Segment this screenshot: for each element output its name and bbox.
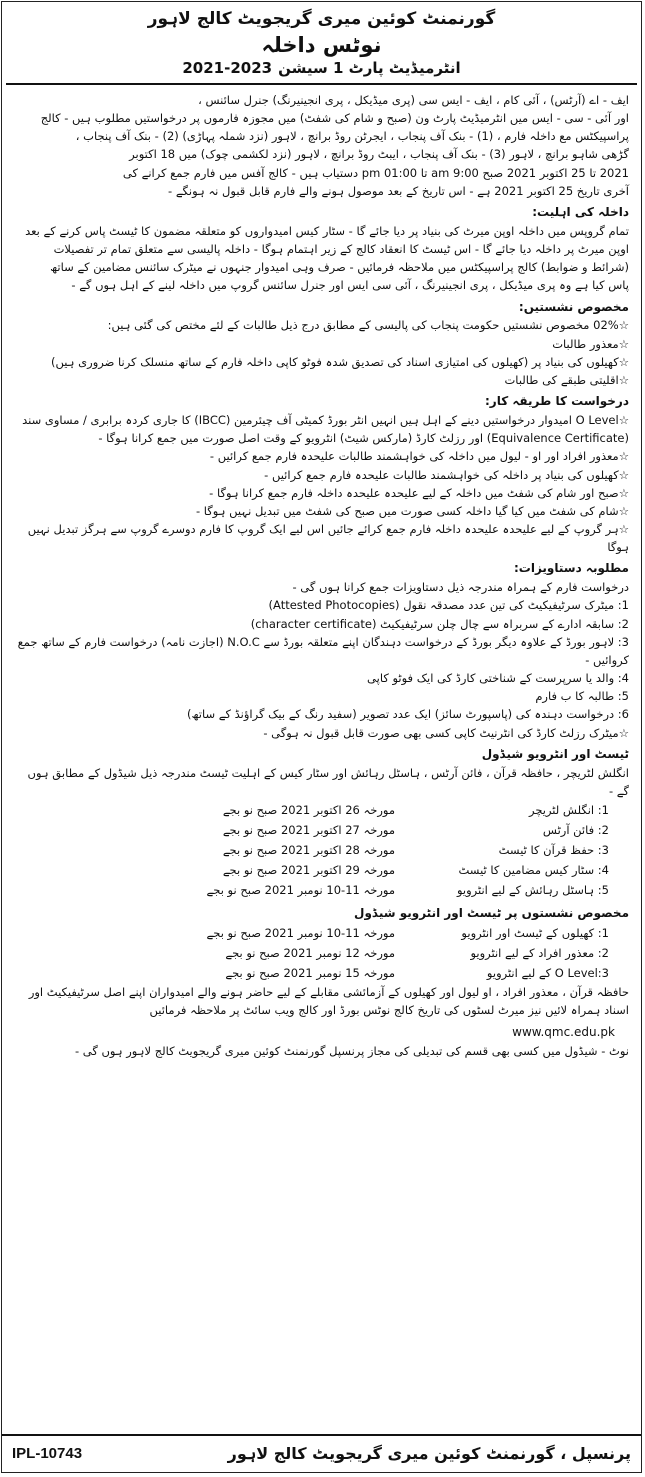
intro-paragraph [12, 91, 629, 200]
reserved-seats-text: ☆ 02% مخصوص نشستیں حکومت پنجاب کی پالیسی کے مطابق درج ذیل طالبات کے لئے مختص کی گئی ہیں: [12, 316, 629, 334]
reserved-category: ☆ کھیلوں کی بنیاد پر (کھیلوں کی امتیازی اسناد کی تصدیق شدہ فوٹو کاپی داخلہ فارم کے ساتھ منسلک کرنا ضروری ہیں) [12, 353, 629, 371]
notice-body [2, 91, 641, 1060]
document-item: 5: طالبہ کا ب فارم [535, 689, 629, 704]
star-icon [619, 337, 629, 351]
schedule-row: 3: حفظ قرآن کا ٹیسٹ مورخہ 28 اکتوبر 2021 صبح نو بجے [222, 843, 609, 858]
document-item: 2: سابقہ ادارے کے سربراہ سے چال چلن سرٹیفیکیٹ (character certificate) [250, 616, 629, 631]
program-label: انٹرمیڈیٹ پارٹ 1 سیشن [278, 59, 461, 77]
session-heading [2, 59, 641, 77]
eligibility-text [12, 222, 629, 295]
intro-line: آخری تاریخ 25 اکتوبر 2021 ہے - اس تاریخ کے بعد موصول ہونے والے فارم قابل قبول نہ ہونگے - [168, 183, 629, 198]
intro-line: اور آئی - سی - ایس میں انٹرمیڈیٹ پارٹ ون (صبح و شام کی شفٹ) میں مجوزہ فارموں پر درخواستیں مطلوب ہیں - کالج [40, 111, 629, 126]
procedure-item: ☆ صبح اور شام کی شفٹ میں داخلہ کے لیے علیحدہ علیحدہ داخلہ فارم جمع کرانا ہوگا - [12, 484, 629, 502]
schedule-row: 2: فائن آرٹس مورخہ 27 اکتوبر 2021 صبح نو بجے [222, 823, 609, 838]
principal-signature: پرنسپل ، گورنمنٹ کوئین میری گریجویٹ کالج لاہور [227, 1443, 631, 1463]
intro-line: ایف - اے (آرٹس) ، آئی کام ، ایف - ایس سی (پری میڈیکل ، پری انجینیرنگ) جنرل سائنس ، [198, 93, 629, 107]
document-item: ☆ میٹرک رزلٹ کارڈ کی انٹرنیٹ کاپی کسی بھی صورت قابل قبول نہ ہوگی - [12, 724, 629, 742]
ipl-number: IPL-10743 [12, 1444, 83, 1462]
reserved-schedule-row: 1: کھیلوں کے ٹیسٹ اور انٹرویو مورخہ 11-10 نومبر 2021 صبح نو بجے [206, 925, 609, 940]
procedure-item: ☆ کھیلوں کی بنیاد پر داخلہ کی خواہشمند طالبات علیحدہ فارم جمع کرائیں - [12, 466, 629, 484]
reserved-seats-heading: مخصوص نشستیں: [518, 299, 629, 314]
intro-line: 2021 تا 25 اکتوبر 2021 صبح 9:00 am تا 01:00 pm دستیاب ہیں - کالج آفس میں فارم جمع کرانے کی [122, 165, 629, 180]
final-note: نوٹ - شیڈول میں کسی بھی قسم کی تبدیلی کی مجاز پرنسپل گورنمنٹ کوئین میری گریجویٹ کالج لاہور ہوں گی - [74, 1044, 629, 1059]
footer-bar [2, 1434, 641, 1470]
header-divider [6, 83, 637, 85]
star-icon [619, 486, 629, 500]
star-icon [619, 413, 629, 427]
star-icon [619, 355, 629, 369]
reserved-category: ☆ اقلیتی طبقے کی طالبات [12, 371, 629, 389]
eligibility-line: اوپن میرٹ پر داخلہ دیا جائے گا - اس ٹیسٹ کا انعقاد کالج کے زیر اہتمام ہوگا - داخلہ پالیسی سے متعلق تمام تر تفصیلات [53, 242, 629, 257]
procedure-item: ☆ O Level امیدوار درخواستیں دینے کے اہل ہیں انہیں انٹر بورڈ کمیٹی آف چیئرمین (IBCC) کا جاری کردہ برابری / مساوی سند (Equivalence Certificate) اور رزلٹ کارڈ (مارکس شیٹ) انٹرویو کے وقت اصل صورت میں جمع کرانا ہوگا - [12, 411, 629, 447]
star-icon [619, 449, 629, 463]
procedure-item: ☆ معذور افراد اور او - لیول میں داخلہ کی خواہشمند طالبات علیحدہ فارم جمع کرائیں - [12, 447, 629, 465]
reserved-schedule-row: 2: معذور افراد کے لیے انٹرویو مورخہ 12 نومبر 2021 صبح نو بجے [225, 945, 609, 960]
document-item: 4: والد یا سرپرست کے شناختی کارڈ کی ایک فوٹو کاپی [367, 671, 629, 686]
intro-line: گڑھی شاہو برانچ ، لاہور (3) - بنک آف پنجاب ، ایبٹ روڈ برانچ ، لاہور (نزد لکشمی چوک) میں 18 اکتوبر [129, 147, 629, 162]
procedure-item: ☆ ہر گروپ کے لیے علیحدہ علیحدہ داخلہ فارم جمع کرائے جائیں اس لیے ایک گروپ کا فارم دوسرے گروپ سے ہرگز تبدیل نہیں ہوگا [12, 520, 629, 556]
college-name: گورنمنٹ کوئین میری گریجویٹ کالج لاہور [147, 9, 496, 29]
eligibility-heading: داخلہ کی اہلیت: [532, 204, 629, 219]
schedule-row: 1: انگلش لٹریچر مورخہ 26 اکتوبر 2021 صبح نو بجے [222, 802, 609, 817]
star-icon [619, 318, 629, 332]
star-icon [619, 468, 629, 482]
star-icon [619, 726, 629, 740]
notice-title: نوٹس داخلہ [261, 33, 382, 57]
schedule-row: 4: سٹار کیس مضامین کا ٹیسٹ مورخہ 29 اکتوبر 2021 صبح نو بجے [222, 863, 609, 878]
documents-intro: درخواست فارم کے ہمراہ مندرجہ ذیل دستاویزات جمع کرانا ہوں گی - [292, 580, 629, 595]
star-icon [619, 373, 629, 387]
document-item: 6: درخواست دہندہ کی (پاسپورٹ سائز) ایک عدد تصویر (سفید رنگ کے بیک گراؤنڈ کے ساتھ) [187, 707, 629, 722]
session-years: 2021-2023 [182, 59, 273, 77]
intro-line: پراسپیکٹس مع داخلہ فارم ، (1) - بنک آف پنجاب ، ایجرٹن روڈ برانچ ، لاہور (نزد شملہ پہاڑی) (2) - بنک آف پنجاب ، [75, 129, 629, 144]
schedule-heading: ٹیسٹ اور انٹرویو شیڈول [481, 746, 629, 761]
procedure-item: ☆ شام کی شفٹ میں کیا گیا داخلہ کسی صورت میں صبح کی شفٹ میں تبدیل نہیں ہوگا - [12, 502, 629, 520]
eligibility-line: پاس کیا ہے وہ پری میڈیکل ، پری انجینیرنگ ، آئی سی ایس اور جنرل سائنس گروپ میں داخلہ لینے کے اہل ہوں گے - [71, 278, 629, 293]
document-item: 1: میٹرک سرٹیفیکیٹ کی تین عدد مصدقہ نقول (Attested Photocopies) [268, 598, 629, 613]
eligibility-line: تمام گروپس میں داخلہ اوپن میرٹ کی بنیاد پر دیا جائے گا - سٹار کیس امیدواروں کو متعلقہ مضمون کا ٹیسٹ پاس کرنے کے بعد [25, 223, 629, 238]
documents-heading: مطلوبہ دستاویزات: [513, 561, 629, 576]
star-icon [619, 504, 629, 518]
schedule-row: 5: ہاسٹل رہائش کے لیے انٹرویو مورخہ 11-10 نومبر 2021 صبح نو بجے [206, 883, 609, 898]
document-item: 3: لاہور بورڈ کے علاوہ دیگر بورڈ کے درخواست دہندگان اپنے متعلقہ بورڈ سے N.O.C (اجازت نامہ) درخواست فارم کے ساتھ جمع کروائیں - [17, 634, 629, 667]
reserved-schedule-heading: مخصوص نشستوں پر ٹیسٹ اور انٹرویو شیڈول [354, 905, 629, 920]
schedule-intro: انگلش لٹریچر ، حافظہ قرآن ، فائن آرٹس ، ہاسٹل رہائش اور سٹار کیس کے اہلیت ٹیسٹ مندرجہ ذیل شیڈول کے مطابق ہوں گے - [27, 765, 629, 798]
college-website-link[interactable]: www.qmc.edu.pk [512, 1025, 615, 1040]
reserved-category: ☆ معذور طالبات [12, 335, 629, 353]
star-icon [619, 522, 629, 536]
eligibility-line: (شرائط و ضوابط) کالج پراسپیکٹس میں ملاحظہ فرمائیں - صرف وہی امیدوار جنہوں نے میٹرک سائنس مضامین کے ساتھ [50, 260, 629, 275]
reserved-schedule-row: O Level:3 کے لیے انٹرویو مورخہ 15 نومبر 2021 صبح نو بجے [225, 965, 609, 980]
procedure-heading: درخواست کا طریقہ کار: [484, 394, 629, 409]
newspaper-advertisement [1, 1, 642, 1473]
reserved-schedule-note: حافظہ قرآن ، معذور افراد ، او لیول اور کھیلوں کے آزمائشی مقابلے کے لیے حاضر ہونے والے امیدواران اپنے اصل سرٹیفیکیٹ اور اسناد ہمراہ لائیں نیز میرٹ لسٹوں کی تاریخ کالج نوٹس بورڈ اور کالج ویب سائٹ پر ملاحظہ فرمائیں [28, 984, 629, 1018]
